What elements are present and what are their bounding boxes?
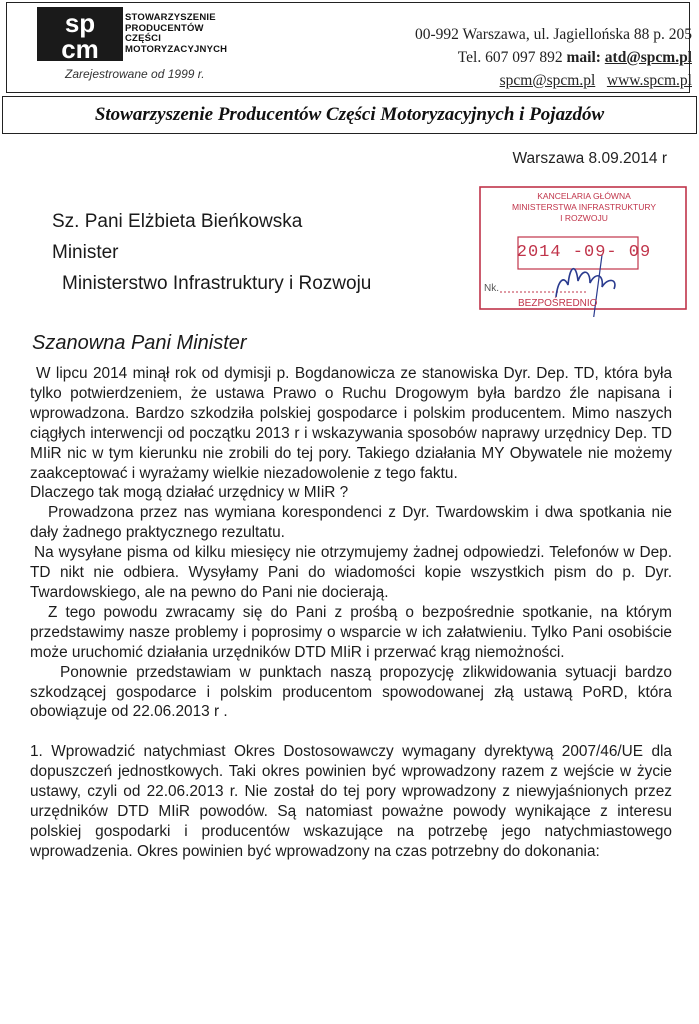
stamp-line-1: KANCELARIA GŁÓWNA <box>537 191 631 201</box>
stamp-line-3: I ROZWOJU <box>560 213 608 223</box>
phone-mail <box>307 46 692 69</box>
stamp-bottom: BEZPOŚREDNIO <box>518 298 598 309</box>
letter-date: Warszawa 8.09.2014 r <box>512 150 667 167</box>
contact-info <box>307 23 692 92</box>
svg-text:sp: sp <box>64 8 96 38</box>
spcm-logo <box>37 7 123 61</box>
salutation: Szanowna Pani Minister <box>32 332 247 354</box>
stamp-line-2: MINISTERSTWA INFRASTRUKTURY <box>511 202 657 212</box>
links-row <box>307 69 692 92</box>
paragraph: W lipcu 2014 minął rok od dymisji p. Bogdanowicza ze stanowiska Dyr. Dep. TD, która była tylko potwierdzeniem, że ustawa Prawo o Ruchu Drogowym była bardzo źle napisana i wprowadzona. Bardzo szkodziła polskiej gospodarce i polskim producentem. Mimo naszych ciągłych interwencji od początku 2013 r i wskazywania sposobów naprawy urzędnicy Dep. TD MIiR nic w tym kierunku nie zrobili do tej pory. Takiego działania MY Obywatele nie możemy zaakceptować i wyrażamy wielkie niezadowolenie z tego faktu. <box>30 365 672 482</box>
paragraph: Ponownie przedstawiam w punktach naszą propozycję zlikwidowania sytuacji bardzo szkodzącej gospodarce i polskim producentom spowodowanej złą ustawą PoRD, która obowiązuje od 22.06.2013 r . <box>30 663 672 721</box>
svg-text:cm: cm <box>61 34 99 61</box>
registry-stamp <box>478 185 690 317</box>
address: 00-992 Warszawa, ul. Jagiellońska 88 p. 205 <box>415 26 692 43</box>
mail-link-spcm[interactable]: spcm@spcm.pl <box>499 72 596 89</box>
mail-link-atd[interactable]: atd@spcm.pl <box>604 49 692 66</box>
letterhead <box>6 2 690 93</box>
stamp-nk: Nk. <box>484 283 499 294</box>
addressee-ministry: Ministerstwo Infrastruktury i Rozwoju <box>62 273 372 294</box>
addressee-name: Sz. Pani Elżbieta Bieńkowska <box>52 211 303 232</box>
addressee-title: Minister <box>52 242 119 263</box>
phone: Tel. 607 097 892 <box>457 49 563 66</box>
letter-body <box>30 364 672 862</box>
paragraph: 1. Wprowadzić natychmiast Okres Dostosowawczy wymagany dyrektywą 2007/46/UE dla dopuszczeń jednostkowych. Taki okres powinien być wprowadzony razem z wejście w życie ustawy, czyli od 22.06.2013 r. Nie został do tej pory wprowadzony z niewyjaśnionych przez urzędników DTD MIiR powodów. Są natomiast poważne powody wynikające z interesu polskiej gospodarki i producentów wskazujące na potrzebę jego natychmiastowego wprowadzenia. Okres powinien być wprowadzony na czas potrzebny do dokonania: <box>30 743 672 860</box>
website-link[interactable]: www.spcm.pl <box>606 72 692 89</box>
organization-title: Stowarzyszenie Producentów Części Motoryzacyjnych i Pojazdów <box>2 96 697 134</box>
stamp-date: 2014 -09- 09 <box>516 243 652 262</box>
paragraph: Dlaczego tak mogą działać urzędnicy w MIiR ? <box>30 484 349 502</box>
registered-since: Zarejestrowane od 1999 r. <box>65 67 205 81</box>
mail-label: mail: <box>566 49 601 66</box>
paragraph: Z tego powodu zwracamy się do Pani z prośbą o bezpośrednie spotkanie, na którym przedstawimy nasze problemy i poprosimy o wsparcie w ich załatwieniu. Tylko Pani osobiście może uruchomić działania urzędników DTD MIiR i przerwać krąg niemożności. <box>30 603 672 661</box>
logo-organization-name: STOWARZYSZENIE PRODUCENTÓW CZĘŚCI MOTORYZACYJNYCH <box>125 12 228 55</box>
paragraph: Na wysyłane pisma od kilku miesięcy nie otrzymujemy żadnej odpowiedzi. Telefonów w Dep. TD nikt nie odbiera. Wysyłamy Pani do wiadomości kopie wszystkich pism do p. Dyr. Twardowskiego, ale na pewno do Pani nie docierają. <box>30 544 672 601</box>
addressee <box>52 206 371 299</box>
paragraph: Prowadzona przez nas wymiana korespondenci z Dyr. Twardowskim i dwa spotkania nie dały żadnego praktycznego rezultatu. <box>30 504 672 542</box>
